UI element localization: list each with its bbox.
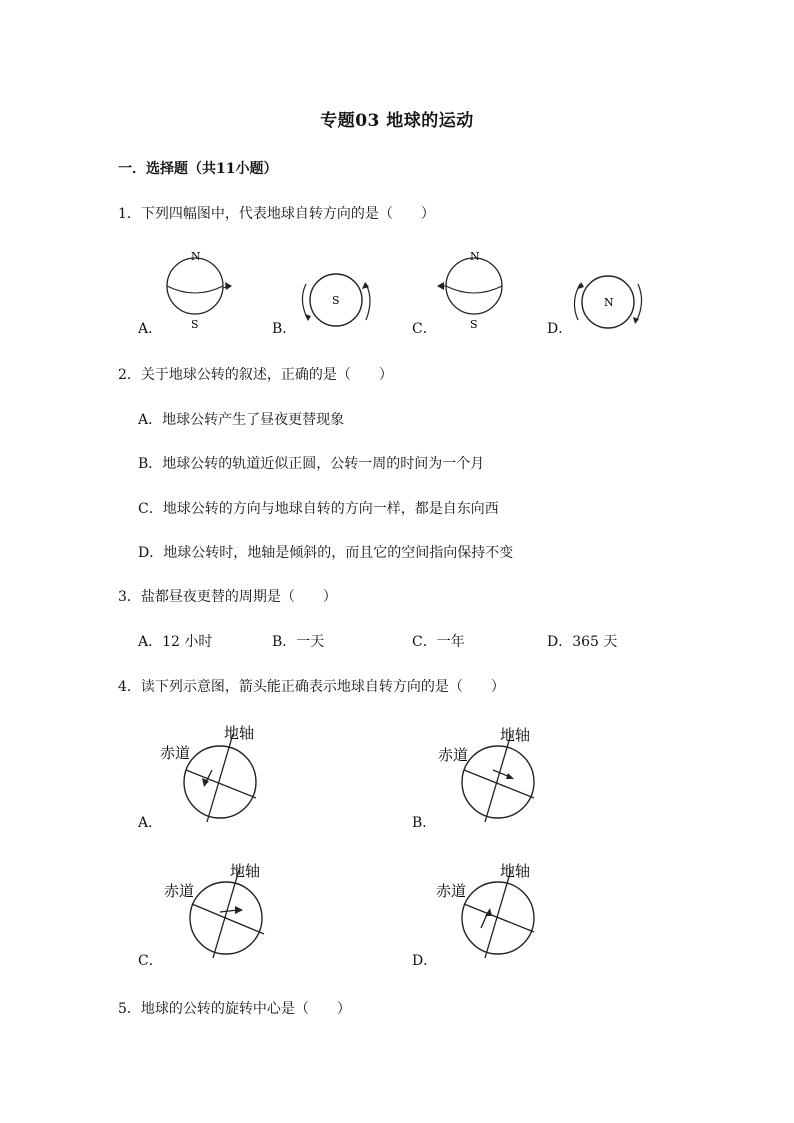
question-3-stem: 3．盐都昼夜更替的周期是（ ）: [118, 589, 337, 605]
q1-figure-d: [570, 272, 648, 332]
q4-option-d[interactable]: D．: [412, 953, 438, 969]
q1-option-d[interactable]: D．: [547, 321, 573, 337]
equator-label: 赤道: [160, 744, 191, 762]
q4-figure-d: [434, 858, 546, 962]
question-1-stem: 1．下列四幅图中，代表地球自转方向的是（ ）: [118, 206, 435, 222]
q3-option-b[interactable]: B．一天: [272, 634, 325, 650]
q2-option-c[interactable]: C．地球公转的方向与地球自转的方向一样，都是自东向西: [138, 501, 499, 517]
q3-option-a[interactable]: A．12 小时: [138, 634, 213, 650]
section-heading: 一．选择题（共11小题）: [118, 161, 278, 177]
q1-figure-c: [436, 246, 512, 332]
q2-option-d[interactable]: D．地球公转时，地轴是倾斜的，而且它的空间指向保持不变: [138, 545, 514, 561]
axis-label: 地轴: [230, 862, 261, 880]
q2-option-b[interactable]: B．地球公转的轨道近似正圆，公转一周的时间为一个月: [138, 456, 485, 472]
q1-option-c[interactable]: C．: [412, 321, 437, 337]
q3-option-c[interactable]: C．一年: [412, 634, 465, 650]
north-label: N: [191, 250, 201, 263]
north-label: N: [470, 250, 480, 263]
question-5-stem: 5．地球的公转的旋转中心是（ ）: [118, 1001, 351, 1017]
q4-option-a[interactable]: A．: [138, 815, 163, 831]
q1-figure-b: [296, 270, 378, 332]
q4-option-b[interactable]: B．: [412, 815, 437, 831]
q1-figure-a: [160, 246, 236, 332]
q4-figure-c: [160, 858, 272, 962]
q4-figure-b: [434, 722, 546, 826]
south-label: S: [470, 318, 478, 331]
equator-label: 赤道: [438, 746, 469, 764]
page-title: 专题03 地球的运动: [320, 111, 474, 131]
q1-option-b[interactable]: B．: [272, 321, 297, 337]
q3-option-d[interactable]: D．365 天: [547, 634, 618, 650]
axis-label: 地轴: [500, 726, 531, 744]
q2-option-a[interactable]: A．地球公转产生了昼夜更替现象: [138, 412, 345, 428]
q4-option-c[interactable]: C．: [138, 953, 163, 969]
question-2-stem: 2．关于地球公转的叙述，正确的是（ ）: [118, 367, 393, 383]
q1-option-a[interactable]: A．: [138, 321, 163, 337]
question-4-stem: 4．读下列示意图，箭头能正确表示地球自转方向的是（ ）: [118, 679, 505, 695]
north-label: N: [604, 296, 614, 309]
q4-figure-a: [156, 720, 268, 824]
equator-label: 赤道: [436, 882, 467, 900]
south-label: S: [332, 294, 340, 307]
south-label: S: [191, 318, 199, 331]
axis-label: 地轴: [500, 862, 531, 880]
equator-label: 赤道: [164, 882, 195, 900]
axis-label: 地轴: [224, 724, 255, 742]
